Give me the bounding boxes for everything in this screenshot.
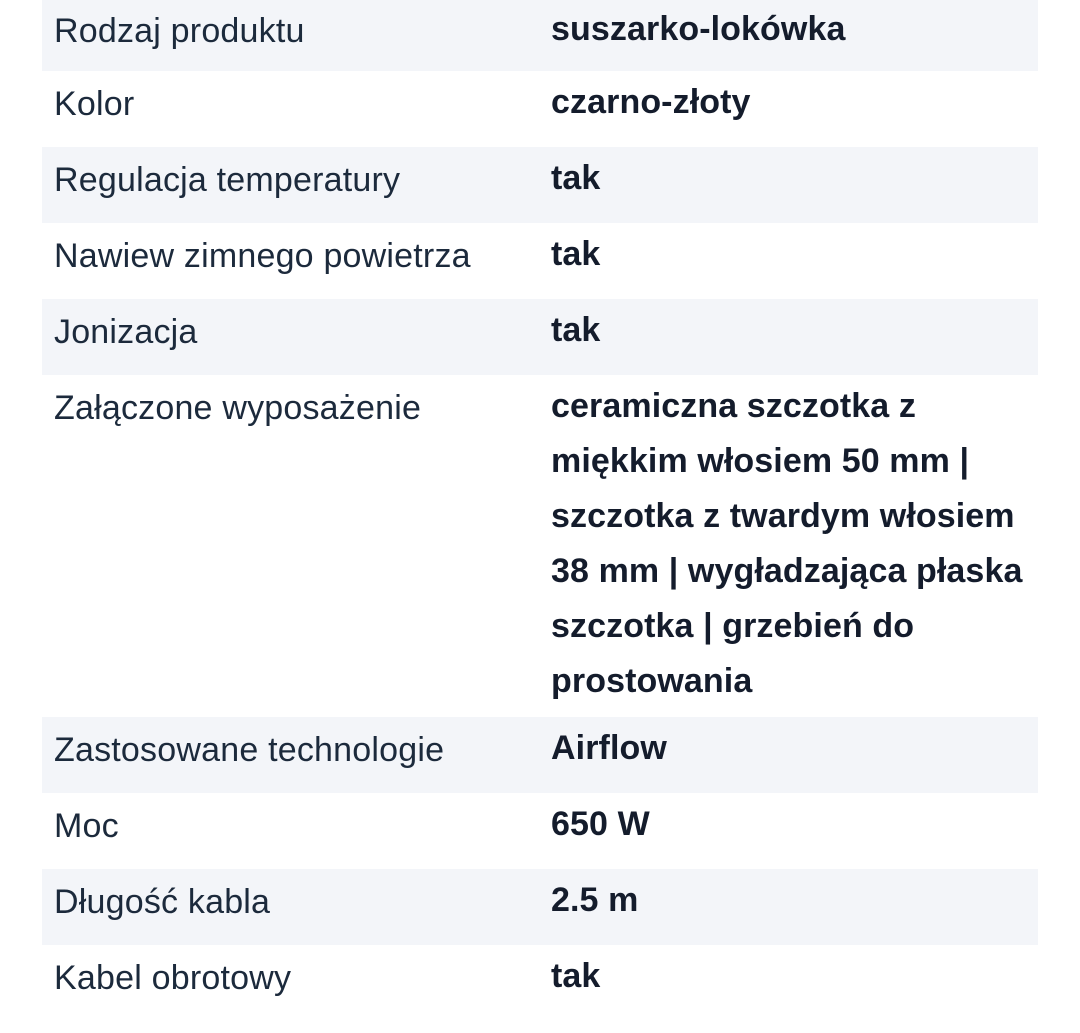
spec-label: Moc bbox=[54, 807, 119, 845]
spec-row-color bbox=[42, 71, 1038, 147]
spec-label: Rodzaj produktu bbox=[54, 12, 305, 50]
spec-label: Jonizacja bbox=[54, 313, 198, 351]
spec-row-temperature-control bbox=[42, 147, 1038, 223]
spec-label: Nawiew zimnego powietrza bbox=[54, 237, 471, 275]
spec-row-accessories bbox=[42, 375, 1038, 717]
spec-label: Załączone wyposażenie bbox=[54, 389, 422, 427]
spec-value: 2.5 m bbox=[551, 881, 639, 919]
spec-value: tak bbox=[551, 159, 601, 197]
spec-row-product-type bbox=[42, 0, 1038, 71]
spec-row-cold-air bbox=[42, 223, 1038, 299]
spec-value: suszarko-lokówka bbox=[551, 10, 846, 48]
spec-row-ionization bbox=[42, 299, 1038, 375]
spec-value: czarno-złoty bbox=[551, 83, 751, 121]
spec-value: tak bbox=[551, 957, 601, 995]
spec-value: 650 W bbox=[551, 805, 650, 843]
spec-label: Regulacja temperatury bbox=[54, 161, 401, 199]
spec-label: Zastosowane technologie bbox=[54, 731, 445, 769]
spec-row-swivel-cable bbox=[42, 945, 1038, 1021]
spec-row-cable-length bbox=[42, 869, 1038, 945]
spec-row-technologies bbox=[42, 717, 1038, 793]
spec-label: Kabel obrotowy bbox=[54, 959, 292, 997]
spec-label: Długość kabla bbox=[54, 883, 271, 921]
spec-value: ceramiczna szczotka z miękkim włosiem 50 mm | szczotka z twardym włosiem 38 mm | wygładzająca płaska szczotka | grzebień do prostowania bbox=[551, 387, 1023, 700]
product-specs-table bbox=[42, 0, 1038, 1021]
spec-value: Airflow bbox=[551, 729, 667, 767]
spec-row-power bbox=[42, 793, 1038, 869]
spec-value: tak bbox=[551, 235, 601, 273]
spec-value: tak bbox=[551, 311, 601, 349]
spec-label: Kolor bbox=[54, 85, 135, 123]
